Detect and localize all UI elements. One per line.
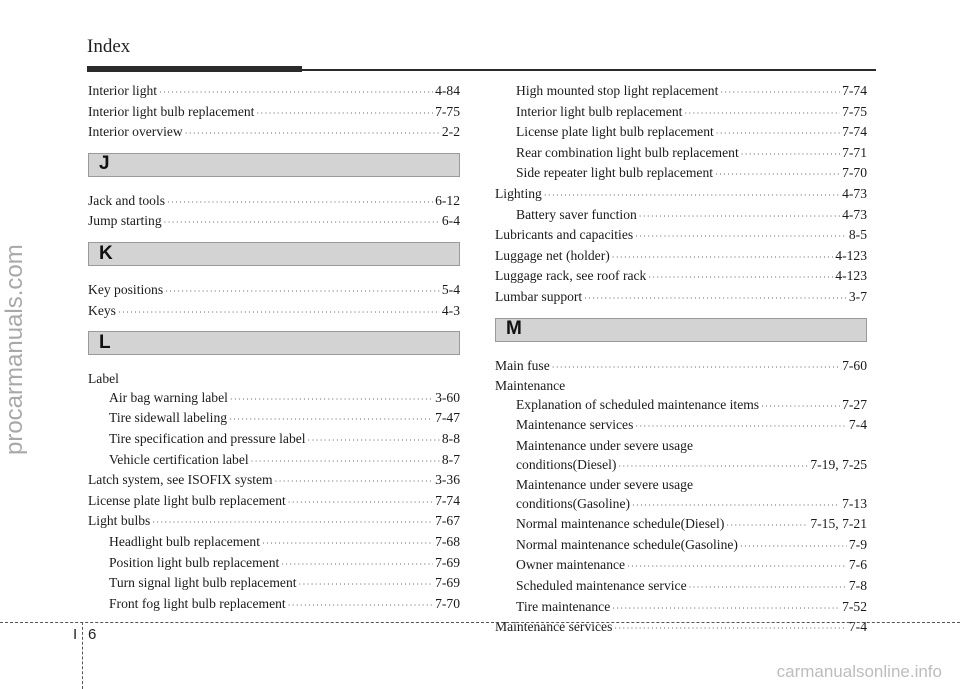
index-entry-text: Maintenance services (516, 417, 634, 433)
section-heading-l: L (88, 331, 460, 355)
index-entry[interactable] (88, 302, 460, 323)
index-entry[interactable] (88, 492, 460, 513)
index-entry[interactable] (495, 577, 867, 598)
index-entry[interactable] (495, 144, 867, 165)
dot-leader (584, 290, 847, 309)
dot-leader (552, 359, 840, 378)
index-entry-text: Interior overview (88, 124, 183, 140)
index-entry[interactable] (88, 574, 460, 595)
index-heading-label: Label (88, 371, 119, 387)
index-entry-text: Vehicle certification label (109, 451, 249, 467)
dot-leader (612, 600, 840, 619)
index-entry-page: 4-123 (835, 247, 867, 263)
dot-leader (229, 411, 433, 430)
index-entry[interactable] (88, 281, 460, 302)
index-entry-text: Lighting (495, 185, 542, 201)
dot-leader (159, 84, 433, 103)
dot-leader (299, 576, 434, 595)
dot-leader (251, 453, 440, 472)
index-entry[interactable] (495, 123, 867, 144)
index-entry-text: Maintenance services (495, 619, 613, 635)
index-entry-page: 7-69 (435, 575, 460, 591)
index-entry-severe-line: Maintenance under severe usage (516, 477, 694, 493)
index-entry-text: Rear combination light bulb replacement (516, 144, 739, 160)
index-entry-text: conditions(Gasoline) (516, 495, 631, 511)
index-entry[interactable] (495, 226, 867, 247)
index-entry-page: 7-70 (435, 595, 460, 611)
dot-leader (689, 579, 847, 598)
index-entry-page: 5-4 (441, 281, 460, 297)
index-entry-text: License plate light bulb replacement (88, 492, 286, 508)
index-entry[interactable] (88, 451, 460, 472)
index-entry-page: 7-68 (435, 533, 460, 549)
index-entry-main-fuse[interactable] (495, 357, 867, 378)
index-entry-text: Turn signal light bulb replacement (109, 575, 297, 591)
index-entry-battery-saver[interactable] (495, 206, 867, 227)
dot-leader (185, 125, 440, 144)
index-entry[interactable] (495, 103, 867, 124)
index-entry-page: 3-7 (848, 288, 867, 304)
index-entry[interactable] (88, 595, 460, 616)
index-entry-page: 6-12 (435, 192, 460, 208)
index-entry[interactable] (88, 512, 460, 533)
index-entry-text: Front fog light bulb replacement (109, 595, 286, 611)
dot-leader (726, 517, 808, 536)
index-entry-page: 4-3 (441, 302, 460, 318)
index-entry-text: Side repeater light bulb replacement (516, 165, 714, 181)
dot-leader (639, 208, 840, 227)
index-entry-page: 4-73 (842, 185, 867, 201)
index-entry-page: 7-52 (842, 598, 867, 614)
dot-leader (612, 249, 834, 268)
index-entry[interactable] (88, 82, 460, 103)
index-entry-severe-line: Maintenance under severe usage (516, 437, 694, 453)
index-entry-text: Lumbar support (495, 288, 583, 304)
page-header-title: Index (87, 36, 131, 57)
index-entry-lighting[interactable] (495, 185, 867, 206)
dot-leader (275, 473, 433, 492)
index-entry-page: 7-13 (842, 495, 867, 511)
index-entry[interactable] (88, 389, 460, 410)
index-entry-page: 7-6 (848, 557, 867, 573)
dot-leader (288, 494, 433, 513)
index-entry-text: conditions(Diesel) (516, 456, 617, 472)
index-entry-page: 7-67 (435, 513, 460, 529)
dot-leader (118, 304, 440, 323)
dot-leader (618, 458, 808, 477)
index-entry[interactable] (88, 554, 460, 575)
index-entry[interactable] (88, 123, 460, 144)
index-entry[interactable] (88, 430, 460, 451)
index-entry-text: Latch system, see ISOFIX system (88, 472, 273, 488)
index-entry-page: 7-60 (842, 357, 867, 373)
dot-leader (230, 391, 433, 410)
index-entry[interactable] (88, 192, 460, 213)
section-heading-k: K (88, 242, 460, 266)
dot-leader (761, 398, 840, 417)
index-entry-severe-diesel[interactable] (495, 456, 867, 477)
index-entry-text: Tire maintenance (516, 598, 611, 614)
dot-leader (741, 146, 840, 165)
index-entry[interactable] (495, 598, 867, 619)
index-entry-text: Jump starting (88, 213, 162, 229)
dot-leader (308, 432, 440, 451)
dot-leader (544, 187, 840, 206)
index-column-left (88, 82, 460, 615)
index-entry-page: 7-75 (842, 103, 867, 119)
index-entry-text: License plate light bulb replacement (516, 124, 714, 140)
dot-leader (256, 105, 433, 124)
index-entry-text: Interior light bulb replacement (88, 103, 255, 119)
index-entry-page: 8-8 (441, 430, 460, 446)
footer-divider (0, 622, 960, 623)
dot-leader (152, 514, 433, 533)
dot-leader (715, 166, 840, 185)
index-entry-page: 7-4 (848, 619, 867, 635)
dot-leader (740, 538, 847, 557)
index-entry-text: Luggage rack, see roof rack (495, 268, 647, 284)
index-entry[interactable] (495, 164, 867, 185)
index-entry[interactable] (495, 396, 867, 417)
dot-leader (648, 269, 833, 288)
index-entry[interactable] (88, 103, 460, 124)
index-entry-page: 8-5 (848, 227, 867, 243)
index-entry-page: 7-27 (842, 396, 867, 412)
index-entry-text: Tire specification and pressure label (109, 430, 306, 446)
index-entry-page: 4-84 (435, 83, 460, 98)
index-entry-text: Jack and tools (88, 192, 166, 208)
index-entry-page: 7-15, 7-21 (810, 516, 867, 532)
dot-leader (288, 597, 433, 616)
index-entry-page: 2-2 (441, 124, 460, 140)
index-entry-page: 7-4 (848, 417, 867, 433)
side-watermark: procarmanuals.com (1, 244, 28, 455)
index-entry[interactable] (88, 471, 460, 492)
dot-leader (281, 556, 433, 575)
bottom-watermark: carmanualsonline.info (776, 662, 942, 681)
dot-leader (635, 418, 846, 437)
index-entry-page: 7-70 (842, 165, 867, 181)
index-entry-severe-gasoline[interactable] (495, 495, 867, 516)
dot-leader (716, 125, 840, 144)
dot-leader (167, 194, 433, 213)
index-entry[interactable] (495, 247, 867, 268)
index-entry-page: 7-74 (842, 124, 867, 140)
index-entry-text: Interior light bulb replacement (516, 103, 683, 119)
index-entry-text: Battery saver function (516, 206, 637, 222)
index-entry[interactable] (495, 556, 867, 577)
index-entry-text: Explanation of scheduled maintenance items (516, 396, 760, 412)
index-entry-page: 7-8 (848, 578, 867, 594)
dot-leader (627, 558, 847, 577)
header-rule-thick (87, 66, 302, 72)
index-entry-page: 7-74 (842, 83, 867, 98)
dot-leader (165, 283, 440, 302)
index-entry-text: Lubricants and capacities (495, 227, 634, 243)
index-column-right (495, 82, 867, 639)
header-rule-thin (302, 69, 876, 71)
index-entry-page: 8-7 (441, 451, 460, 467)
dot-leader (614, 620, 846, 639)
index-entry-page: 7-74 (435, 492, 460, 508)
index-entry-text: Light bulbs (88, 513, 151, 529)
index-entry-page: 7-71 (842, 144, 867, 160)
index-entry-text: Luggage net (holder) (495, 247, 610, 263)
dot-leader (632, 497, 840, 516)
index-entry[interactable] (88, 212, 460, 233)
dot-leader (684, 105, 840, 124)
dot-leader (720, 84, 840, 103)
index-entry[interactable] (88, 409, 460, 430)
index-entry-text: Owner maintenance (516, 557, 626, 573)
dot-leader (262, 535, 433, 554)
index-entry[interactable] (495, 536, 867, 557)
section-heading-m: M (495, 318, 867, 342)
index-entry-page: 7-75 (435, 103, 460, 119)
index-entry-text: Key positions (88, 281, 164, 297)
index-entry[interactable] (495, 515, 867, 536)
index-entry-text: Tire sidewall labeling (109, 410, 228, 426)
index-entry-text: High mounted stop light replacement (516, 83, 719, 98)
index-entry-text: Interior light (88, 83, 158, 98)
section-heading-j: J (88, 153, 460, 177)
index-entry-text: Headlight bulb replacement (109, 533, 260, 549)
index-entry[interactable] (495, 288, 867, 309)
index-entry-text: Position light bulb replacement (109, 554, 280, 570)
index-entry-page: 4-123 (835, 268, 867, 284)
footer-vertical-divider (82, 622, 83, 689)
index-entry-page: 4-73 (842, 206, 867, 222)
index-entry-text: Scheduled maintenance service (516, 578, 687, 594)
index-entry-text: Keys (88, 302, 116, 318)
dot-leader (635, 228, 847, 247)
dot-leader (164, 214, 440, 233)
index-entry-page: 3-60 (435, 389, 460, 405)
footer-page-number: 6 (88, 626, 97, 643)
index-entry[interactable] (495, 416, 867, 437)
footer-section-letter: I (73, 626, 78, 643)
index-entry-page: 7-9 (848, 536, 867, 552)
index-entry-page: 7-69 (435, 554, 460, 570)
index-entry-page: 6-4 (441, 213, 460, 229)
index-entry-text: Normal maintenance schedule(Diesel) (516, 516, 725, 532)
index-entry-page: 3-36 (435, 472, 460, 488)
index-entry[interactable] (495, 267, 867, 288)
index-entry-text: Normal maintenance schedule(Gasoline) (516, 536, 738, 552)
index-entry[interactable] (495, 82, 867, 103)
index-entry-text: Air bag warning label (109, 389, 228, 405)
index-entry-page: 7-19, 7-25 (810, 456, 867, 472)
index-entry-page: 7-47 (435, 410, 460, 426)
index-entry[interactable] (88, 533, 460, 554)
index-entry-text: Main fuse (495, 357, 550, 373)
index-heading-maintenance: Maintenance (495, 378, 566, 394)
